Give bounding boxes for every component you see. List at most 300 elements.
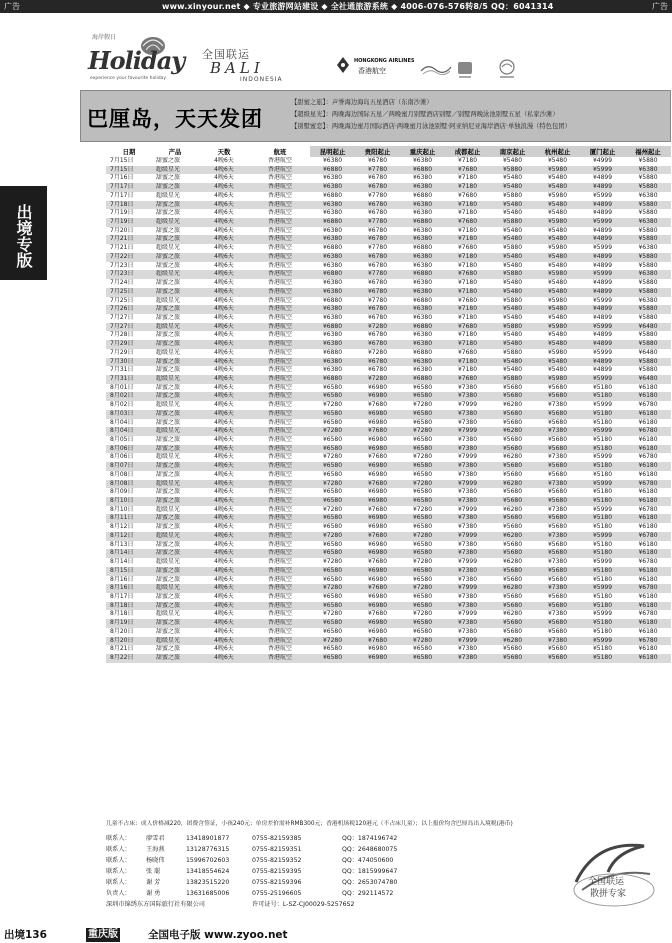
table-cell: ¥6580	[400, 602, 445, 611]
table-row	[106, 262, 671, 271]
table-cell: ¥7380	[457, 592, 478, 600]
table-cell: ¥6380	[625, 270, 671, 279]
table-cell: ¥6780	[625, 637, 671, 646]
table-cell: ¥6880	[322, 348, 343, 356]
license-number: 许可证号：L-SZ-CJ00029-52576S2	[252, 901, 355, 908]
table-cell: ¥5480	[535, 288, 580, 297]
table-cell: ¥5680	[535, 654, 580, 663]
table-cell: ¥6980	[367, 383, 388, 391]
table-cell: 超级星光	[156, 244, 181, 252]
table-cell: 甜蜜之旅	[152, 183, 198, 192]
table-cell: ¥5680	[502, 383, 523, 391]
table-cell: ¥5180	[592, 383, 613, 391]
contact-mobile: 13418554624	[186, 868, 230, 875]
table-cell: 7月21日	[110, 244, 134, 252]
table-cell: ¥5680	[547, 436, 568, 443]
table-cell: ¥6980	[355, 567, 400, 576]
table-cell: ¥5680	[490, 514, 535, 523]
table-cell: 香港航空	[267, 523, 292, 531]
table-cell: 4晚6天	[198, 410, 250, 419]
resort-emblem-icon	[496, 58, 518, 80]
table-cell: ¥7180	[445, 253, 490, 262]
table-cell: ¥7280	[412, 505, 433, 513]
table-cell: ¥5880	[638, 157, 658, 164]
table-cell: 香港航空	[267, 453, 292, 461]
contact-role: 联系人：	[106, 857, 131, 864]
ad-label-left: 广告	[4, 2, 20, 11]
table-cell: 香港航空	[250, 637, 310, 646]
table-cell: ¥5680	[502, 540, 523, 548]
contact-name: 杨晓伟	[146, 857, 165, 864]
table-cell: 4晚6天	[198, 235, 250, 244]
table-cell: 4晚6天	[214, 488, 234, 496]
table-row	[106, 279, 671, 288]
table-cell: ¥7380	[457, 436, 478, 443]
table-cell: ¥6180	[625, 462, 671, 471]
table-cell: ¥5180	[580, 462, 625, 471]
table-cell: 香港航空	[250, 462, 310, 471]
table-row	[106, 419, 671, 428]
table-cell: ¥7380	[445, 410, 490, 419]
table-cell: 香港航空	[250, 340, 310, 349]
table-cell: ¥6180	[625, 602, 671, 611]
table-cell: ¥7180	[445, 235, 490, 244]
table-cell: ¥6380	[400, 358, 445, 367]
table-cell: ¥5880	[625, 358, 671, 367]
table-cell: ¥5680	[547, 645, 568, 653]
table-cell: ¥5180	[580, 445, 625, 454]
airline-bird-icon	[336, 56, 350, 74]
table-cell: ¥5180	[580, 619, 625, 628]
table-cell: ¥6180	[625, 410, 671, 419]
table-cell: 4晚6天	[198, 358, 250, 367]
table-cell: 4晚6天	[198, 654, 250, 663]
table-cell: ¥5880	[638, 313, 658, 321]
table-cell: ¥7280	[310, 584, 355, 593]
table-row	[106, 514, 671, 523]
contact-phone: 0755-82159351	[252, 846, 302, 853]
table-cell: ¥6580	[412, 540, 433, 548]
table-cell: 8月04日	[110, 418, 134, 426]
table-cell: ¥5999	[592, 244, 613, 252]
table-cell: ¥5180	[592, 627, 613, 635]
section-tab: 出境专版	[0, 186, 47, 280]
table-cell: ¥5180	[580, 549, 625, 558]
table-cell: ¥5180	[580, 497, 625, 506]
table-cell: ¥6180	[625, 619, 671, 628]
table-cell: ¥6580	[322, 488, 343, 496]
table-cell: ¥7180	[457, 331, 478, 339]
table-row	[106, 174, 671, 183]
table-cell: ¥6580	[412, 470, 433, 478]
table-cell: 4晚6天	[214, 348, 234, 356]
table-cell: ¥7380	[535, 637, 580, 646]
table-cell: ¥4899	[592, 279, 613, 287]
table-cell: 4晚6天	[198, 218, 250, 227]
table-cell: ¥5480	[535, 340, 580, 349]
table-cell: 4晚6天	[214, 645, 234, 653]
table-row	[106, 436, 671, 445]
table-cell: ¥5980	[535, 166, 580, 175]
table-cell: ¥7280	[310, 637, 355, 646]
table-cell: ¥5680	[490, 567, 535, 576]
table-cell: ¥5680	[490, 654, 535, 663]
table-cell: ¥4899	[592, 261, 613, 269]
col-header: 成都起止	[445, 146, 490, 157]
table-row	[106, 401, 671, 410]
table-cell: ¥5680	[547, 523, 568, 531]
table-cell: ¥6580	[412, 592, 433, 600]
table-cell: ¥6180	[625, 392, 671, 401]
table-cell: ¥5980	[535, 218, 580, 227]
table-cell: 香港航空	[267, 436, 292, 443]
table-cell: ¥5680	[502, 488, 523, 496]
contact-role: 联系人：	[106, 868, 131, 875]
table-cell: 4晚6天	[198, 532, 250, 541]
table-cell: ¥6580	[310, 619, 355, 628]
table-cell: ¥6780	[355, 253, 400, 262]
table-row	[106, 340, 671, 349]
table-cell: ¥5880	[638, 209, 658, 217]
contact-list	[106, 833, 446, 910]
table-cell: ¥5180	[580, 567, 625, 576]
table-cell: 超级星光	[156, 348, 181, 356]
table-cell: 甜蜜之旅	[156, 592, 181, 600]
table-cell: 甜蜜之旅	[156, 331, 181, 339]
table-cell: 甜蜜之旅	[152, 497, 198, 506]
table-cell: ¥7280	[412, 453, 433, 461]
table-cell: 香港航空	[250, 514, 310, 523]
table-cell: ¥5999	[592, 191, 613, 199]
table-cell: ¥6580	[322, 436, 343, 443]
table-cell: ¥5880	[502, 191, 523, 199]
table-cell: ¥5480	[535, 201, 580, 210]
contact-mobile: 13631685006	[186, 890, 230, 897]
table-cell: 7月16日	[110, 174, 134, 182]
table-cell: 香港航空	[267, 558, 292, 566]
col-header: 福州起止	[625, 146, 671, 157]
company-line	[106, 899, 446, 910]
table-cell: ¥5680	[547, 470, 568, 478]
table-cell: ¥6380	[412, 313, 433, 321]
table-cell: ¥6380	[412, 261, 433, 269]
col-header: 南京起止	[490, 146, 535, 157]
table-row	[106, 183, 671, 192]
table-cell: ¥6180	[638, 470, 658, 478]
table-cell: 4晚6天	[198, 375, 250, 384]
table-cell: ¥5999	[592, 401, 613, 409]
table-cell: 甜蜜之旅	[152, 619, 198, 628]
table-row	[106, 375, 671, 384]
airline-name-cn: 香港航空	[358, 67, 386, 75]
contact-phone: 0755-82159385	[252, 835, 302, 842]
table-cell: ¥6380	[412, 366, 433, 374]
table-cell: 4晚6天	[198, 637, 250, 646]
table-cell: ¥7280	[412, 610, 433, 618]
table-cell: ¥7380	[457, 645, 478, 653]
table-row	[106, 297, 671, 306]
table-cell: 超级星光	[156, 610, 181, 618]
table-body	[106, 157, 671, 663]
table-cell: ¥6880	[400, 270, 445, 279]
table-cell: 香港航空	[267, 261, 292, 269]
table-cell: ¥7180	[445, 201, 490, 210]
table-cell: 8月14日	[106, 549, 152, 558]
table-cell: ¥5880	[625, 235, 671, 244]
table-cell: ¥7380	[535, 532, 580, 541]
table-cell: ¥7380	[445, 619, 490, 628]
table-cell: ¥6380	[322, 209, 343, 217]
table-cell: 香港航空	[267, 610, 292, 618]
col-header: 贵阳起止	[355, 146, 400, 157]
table-cell: 4晚6天	[214, 157, 234, 164]
table-cell: ¥5180	[580, 392, 625, 401]
table-cell: ¥5480	[547, 174, 568, 182]
table-cell: 甜蜜之旅	[152, 305, 198, 314]
table-cell: ¥6580	[322, 645, 343, 653]
table-cell: ¥5880	[625, 183, 671, 192]
table-cell: ¥6280	[502, 453, 523, 461]
table-cell: 香港航空	[267, 191, 292, 199]
table-cell: 4晚6天	[214, 523, 234, 531]
table-cell: ¥5680	[547, 540, 568, 548]
table-cell: ¥6580	[310, 514, 355, 523]
table-cell: ¥6480	[625, 323, 671, 332]
table-cell: 甜蜜之旅	[156, 157, 181, 164]
table-cell: 4晚6天	[214, 540, 234, 548]
ad-label-right: 广告	[652, 2, 668, 11]
table-cell: ¥7280	[400, 427, 445, 436]
table-cell: ¥5180	[592, 418, 613, 426]
table-cell: ¥7780	[367, 244, 388, 252]
table-cell: 超级星光	[156, 191, 181, 199]
table-cell: ¥6280	[502, 401, 523, 409]
table-cell: ¥6980	[367, 592, 388, 600]
table-cell: ¥7999	[457, 558, 478, 566]
table-cell: 超级星光	[156, 296, 181, 304]
table-cell: ¥6380	[412, 226, 433, 234]
table-cell: ¥7280	[400, 532, 445, 541]
table-cell: 8月20日	[110, 627, 134, 635]
table-cell: ¥6880	[412, 348, 433, 356]
table-cell: ¥6580	[322, 592, 343, 600]
table-cell: ¥5680	[535, 410, 580, 419]
table-cell: ¥5480	[535, 305, 580, 314]
contact-phone: 0755-82159352	[252, 857, 302, 864]
table-cell: ¥7280	[400, 480, 445, 489]
electronic-edition-link[interactable]: 全国电子版 www.zyoo.net	[148, 929, 288, 941]
table-cell: ¥5680	[502, 575, 523, 583]
table-cell: 4晚6天	[198, 480, 250, 489]
table-cell: ¥6880	[412, 296, 433, 304]
table-cell: ¥5180	[592, 436, 613, 443]
table-cell: ¥5999	[580, 584, 625, 593]
table-cell: 7月23日	[110, 261, 134, 269]
table-cell: ¥7380	[457, 627, 478, 635]
bali-logo-cn: 全国联运	[202, 48, 250, 61]
table-cell: ¥5680	[535, 602, 580, 611]
table-cell: 甜蜜之旅	[156, 366, 181, 374]
table-row	[106, 218, 671, 227]
table-row	[106, 314, 671, 323]
table-cell: ¥6380	[322, 226, 343, 234]
table-row	[106, 192, 671, 201]
table-cell: ¥6580	[400, 549, 445, 558]
table-cell: ¥5480	[547, 366, 568, 374]
table-cell: ¥6280	[490, 427, 535, 436]
table-cell: 8月11日	[106, 514, 152, 523]
table-cell: ¥6880	[310, 270, 355, 279]
contact-role: 联系人：	[106, 835, 131, 842]
table-cell: ¥5680	[502, 627, 523, 635]
table-cell: ¥5180	[580, 410, 625, 419]
table-cell: 甜蜜之旅	[152, 410, 198, 419]
table-cell: ¥6380	[310, 235, 355, 244]
table-cell: 4晚6天	[214, 592, 234, 600]
table-cell: ¥6180	[638, 592, 658, 600]
table-cell: ¥5680	[490, 410, 535, 419]
table-cell: 4晚6天	[198, 288, 250, 297]
table-cell: 甜蜜之旅	[152, 514, 198, 523]
contact-name: 张 聪	[146, 868, 161, 875]
table-row	[106, 610, 671, 619]
table-cell: ¥6580	[400, 567, 445, 576]
table-cell: ¥6980	[355, 462, 400, 471]
table-cell: ¥6380	[322, 331, 343, 339]
table-cell: 7月19日	[110, 209, 134, 217]
table-cell: 8月17日	[110, 592, 134, 600]
table-cell: ¥7180	[445, 340, 490, 349]
table-cell: ¥5680	[490, 549, 535, 558]
table-cell: ¥5180	[580, 514, 625, 523]
table-cell: ¥5180	[592, 645, 613, 653]
table-cell: 超级星光	[152, 218, 198, 227]
table-cell: 甜蜜之旅	[156, 523, 181, 531]
table-cell: ¥5880	[638, 366, 658, 374]
table-cell: ¥5980	[547, 191, 568, 199]
table-cell: 香港航空	[250, 602, 310, 611]
table-cell: ¥6580	[322, 540, 343, 548]
table-cell: 7月25日	[110, 296, 134, 304]
table-cell: 香港航空	[250, 218, 310, 227]
table-cell: ¥5680	[547, 383, 568, 391]
table-row	[106, 244, 671, 253]
table-cell: ¥6980	[355, 497, 400, 506]
table-cell: ¥6180	[638, 575, 658, 583]
table-cell: ¥4899	[580, 340, 625, 349]
contact-role: 联系人：	[106, 846, 131, 853]
table-cell: ¥5999	[580, 532, 625, 541]
table-row	[106, 349, 671, 358]
table-cell: ¥7180	[457, 279, 478, 287]
table-cell: ¥6380	[412, 174, 433, 182]
table-cell: ¥7380	[535, 427, 580, 436]
table-cell: ¥5480	[547, 157, 568, 164]
table-cell: 4晚6天	[198, 305, 250, 314]
table-cell: ¥6780	[638, 401, 658, 409]
contact-mobile: 15996702603	[186, 857, 230, 864]
table-cell: ¥7680	[355, 637, 400, 646]
table-row	[106, 209, 671, 218]
contact-row	[106, 855, 446, 866]
table-cell: ¥6180	[638, 488, 658, 496]
table-cell: ¥6780	[638, 505, 658, 513]
table-cell: ¥6180	[638, 645, 658, 653]
table-cell: ¥7380	[445, 497, 490, 506]
table-cell: ¥6780	[367, 226, 388, 234]
table-cell: ¥7999	[457, 610, 478, 618]
promo-banner	[80, 90, 671, 142]
table-row	[106, 471, 671, 480]
table-cell: ¥5480	[490, 288, 535, 297]
holiday-logo-tagline: experience your favourite holiday	[90, 76, 166, 81]
table-cell: ¥5180	[592, 488, 613, 496]
top-ticker[interactable]: www.xinyour.net ◆ 专业旅游网站建设 ◆ 全社通旅游系统 ◆ 4006-076-576转8/5 QQ：6041314	[162, 2, 554, 11]
table-cell: 8月16日	[106, 584, 152, 593]
table-cell: 香港航空	[267, 505, 292, 513]
table-cell: ¥5999	[580, 218, 625, 227]
table-row	[106, 157, 671, 166]
table-cell: ¥5480	[547, 331, 568, 339]
table-cell: 4晚6天	[198, 201, 250, 210]
table-cell: ¥7999	[445, 637, 490, 646]
table-cell: ¥5680	[547, 418, 568, 426]
table-cell: ¥7380	[445, 462, 490, 471]
contact-qq: QQ：2648680075	[342, 846, 398, 853]
table-cell: ¥6380	[412, 331, 433, 339]
table-cell: ¥5680	[502, 592, 523, 600]
table-row	[106, 602, 671, 611]
banner-headline: 巴厘岛，天天发团	[87, 107, 263, 131]
table-cell: ¥6980	[355, 445, 400, 454]
table-cell: ¥5680	[502, 418, 523, 426]
table-cell: 香港航空	[267, 244, 292, 252]
table-cell: ¥5880	[638, 261, 658, 269]
table-cell: ¥5480	[547, 226, 568, 234]
table-cell: 甜蜜之旅	[156, 645, 181, 653]
table-cell: ¥6780	[638, 453, 658, 461]
airline-name-en: HONGKONG AIRLINES	[354, 58, 415, 64]
contact-qq: QQ：474050600	[342, 857, 394, 864]
table-cell: 4晚6天	[198, 427, 250, 436]
table-row	[106, 358, 671, 367]
table-cell: ¥7680	[355, 532, 400, 541]
table-cell: ¥5480	[502, 279, 523, 287]
table-cell: ¥4899	[592, 174, 613, 182]
table-row	[106, 532, 671, 541]
table-cell: ¥7680	[457, 191, 478, 199]
table-cell: 4晚6天	[214, 261, 234, 269]
table-cell: ¥6380	[638, 191, 658, 199]
table-cell: ¥5480	[502, 366, 523, 374]
table-cell: 7月19日	[106, 218, 152, 227]
table-cell: 4晚6天	[214, 331, 234, 339]
table-cell: 甜蜜之旅	[156, 226, 181, 234]
table-cell: 8月08日	[106, 480, 152, 489]
table-cell: 4晚6天	[198, 253, 250, 262]
table-cell: ¥4899	[592, 366, 613, 374]
table-cell: ¥5480	[502, 209, 523, 217]
table-cell: 香港航空	[250, 323, 310, 332]
table-cell: ¥6580	[310, 445, 355, 454]
table-cell: ¥5480	[490, 183, 535, 192]
departure-price-table	[106, 146, 671, 663]
table-cell: 甜蜜之旅	[156, 261, 181, 269]
table-cell: ¥6180	[625, 549, 671, 558]
table-cell: ¥6980	[367, 523, 388, 531]
table-cell: ¥6580	[310, 497, 355, 506]
table-cell: 香港航空	[267, 627, 292, 635]
